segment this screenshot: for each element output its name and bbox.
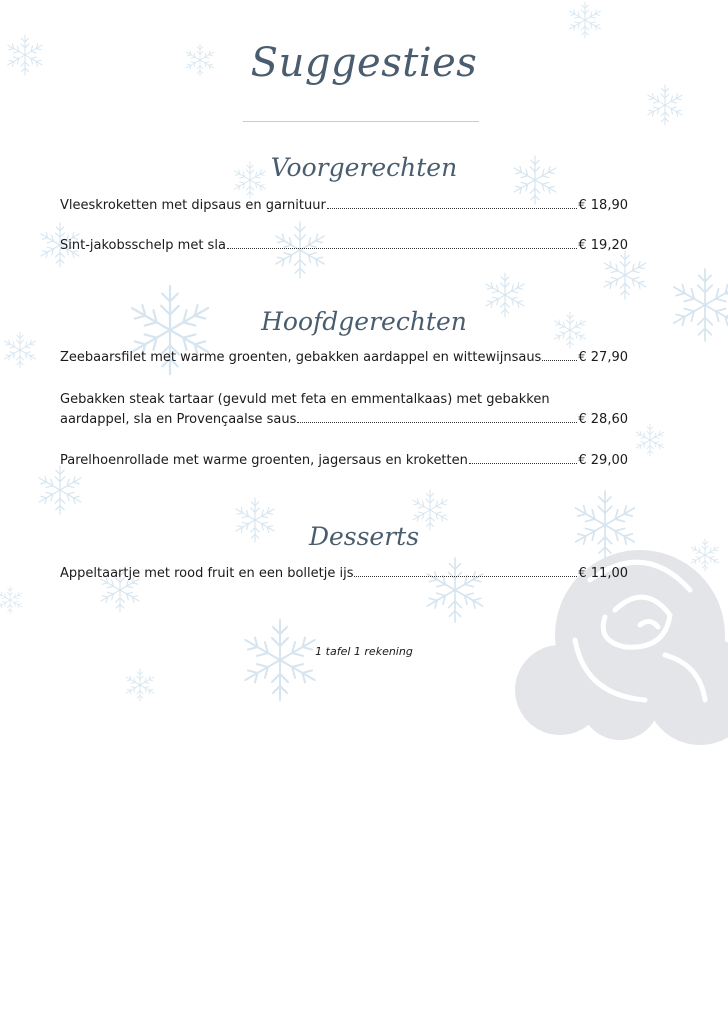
menu-item-name: aardappel, sla en Provençaalse saus	[60, 412, 297, 427]
section-title-voorgerechten: Voorgerechten	[270, 153, 458, 182]
menu-item-price: € 29,00	[578, 453, 628, 468]
menu-item	[60, 196, 628, 216]
menu-item	[60, 348, 628, 368]
menu-item	[60, 564, 628, 584]
menu-item-name: Appeltaartje met rood fruit en een bolletje ijs	[60, 566, 354, 581]
section-title-hoofdgerechten: Hoofdgerechten	[261, 307, 467, 336]
menu-item-name: Sint-jakobsschelp met sla	[60, 238, 226, 253]
menu-item-price: € 28,60	[578, 412, 628, 427]
menu-item	[60, 451, 628, 471]
menu-item	[60, 236, 628, 256]
dot-leader	[542, 349, 577, 361]
menu-item-name: Zeebaarsfilet met warme groenten, gebakken aardappel en wittewijnsaus	[60, 350, 542, 365]
dot-leader	[354, 565, 577, 577]
dot-leader	[227, 237, 577, 249]
menu-item-price: € 11,00	[578, 566, 628, 581]
dot-leader	[469, 452, 578, 464]
dot-leader	[327, 197, 578, 209]
menu-item-name: Parelhoenrollade met warme groenten, jagersaus en kroketten	[60, 453, 468, 468]
footer-note: 1 tafel 1 rekening	[315, 645, 413, 658]
page-title: Suggesties	[250, 40, 478, 86]
title-divider	[243, 121, 479, 122]
menu-item-price: € 27,90	[578, 350, 628, 365]
menu-item	[60, 390, 628, 430]
dot-leader	[297, 411, 577, 423]
section-title-desserts: Desserts	[308, 522, 420, 551]
menu-item-name-line1: Gebakken steak tartaar (gevuld met feta en emmentalkaas) met gebakken	[60, 392, 550, 407]
menu-item-price: € 18,90	[578, 198, 628, 213]
menu-item-price: € 19,20	[578, 238, 628, 253]
menu-item-name: Vleeskroketten met dipsaus en garnituur	[60, 198, 326, 213]
